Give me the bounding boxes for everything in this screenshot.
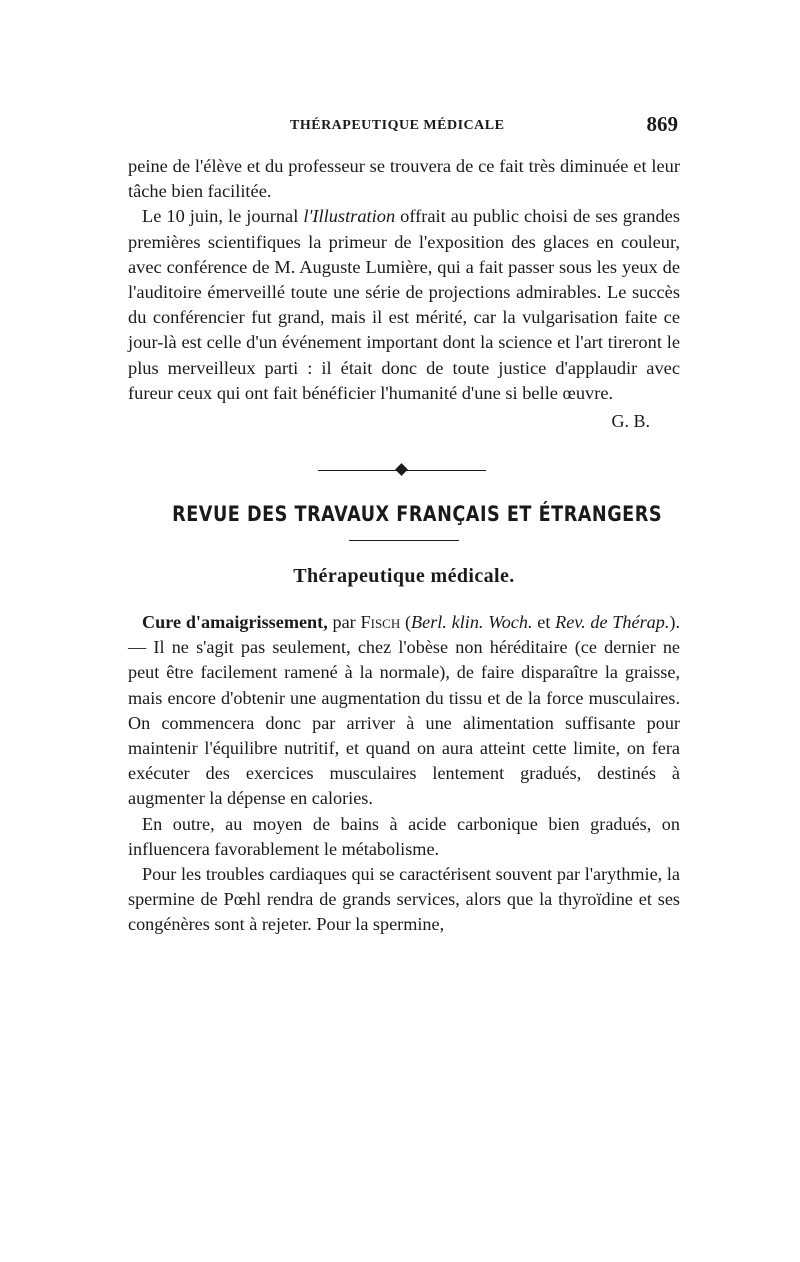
running-head: [128, 112, 680, 142]
paragraph-illustration: [128, 204, 680, 406]
diamond-icon: [395, 463, 408, 476]
ref-open: (: [400, 612, 412, 633]
paragraph-illustration-start: Le 10 juin, le journal: [142, 206, 304, 227]
journal-name: l'Illustration: [303, 206, 396, 227]
article-body-1: — Il ne s'agit pas seulement, chez l'obèse non héréditaire (ce dernier ne peut être facilement ramené à la normale), de faire disparaître la graisse, mais encore d'obtenir une augmentation du tissu et de la force musculaires. On commencera donc par arriver à une alimentation suffisante pour maintenir l'équilibre nutritif, et quand on aura atteint cette limite, on fera exécuter des exercices musculaires lentement gradués, destinés à augmenter la dépense en calories.: [128, 637, 680, 809]
running-title: THÉRAPEUTIQUE MÉDICALE: [290, 118, 505, 133]
article-by: par: [327, 612, 361, 633]
paragraph-continuation: peine de l'élève et du professeur se trouvera de ce fait très diminuée et leur tâche bien facilitée.: [128, 156, 680, 202]
article-paragraph-3: Pour les troubles cardiaques qui se caractérisent souvent par l'arythmie, la spermine de Pœhl rendra de grands services, alors que la thyroïdine et ses congénères sont à rejeter. Pour la spermine,: [128, 864, 680, 935]
ref-and: et: [532, 612, 556, 633]
section-title: REVUE DES TRAVAUX FRANÇAIS ET ÉTRANGERS: [172, 502, 663, 527]
section-ornament: [128, 456, 680, 486]
paragraph-illustration-rest: offrait au public choisi de ses grandes premières scientifiques la primeur de l'exposition des glaces en couleur, avec conférence de M. Auguste Lumière, qui a fait passer sous les yeux de l'auditoire émerveillé toute une série de projections admirables. Le succès du conférencier fut grand, mais il est mérité, car la vulgarisation faite ce jour-là est celle d'un événement important dont la science et l'art tireront le plus merveilleux parti : il était donc de toute justice d'applaudir avec fureur ceux qui ont fait bénéficier l'humanité d'une si belle œuvre.: [128, 206, 680, 403]
title-rule: [349, 540, 459, 541]
subsection-title: Thérapeutique médicale.: [293, 565, 515, 588]
page-number: 869: [646, 112, 678, 136]
article-paragraph-1: [128, 610, 680, 812]
article: [128, 610, 680, 938]
article-author: Fisch: [360, 612, 401, 633]
book-page: [128, 112, 680, 938]
ref-journal-1: Berl. klin. Woch.: [411, 612, 533, 633]
author-signature: G. B.: [611, 411, 650, 432]
ref-close: ).: [669, 612, 680, 633]
article-lead-title: Cure d'amaigrissement,: [142, 612, 328, 633]
ref-journal-2: Rev. de Thérap.: [555, 612, 670, 633]
article-paragraph-2: En outre, au moyen de bains à acide carbonique bien gradués, on influencera favorablement le métabolisme.: [128, 813, 680, 859]
